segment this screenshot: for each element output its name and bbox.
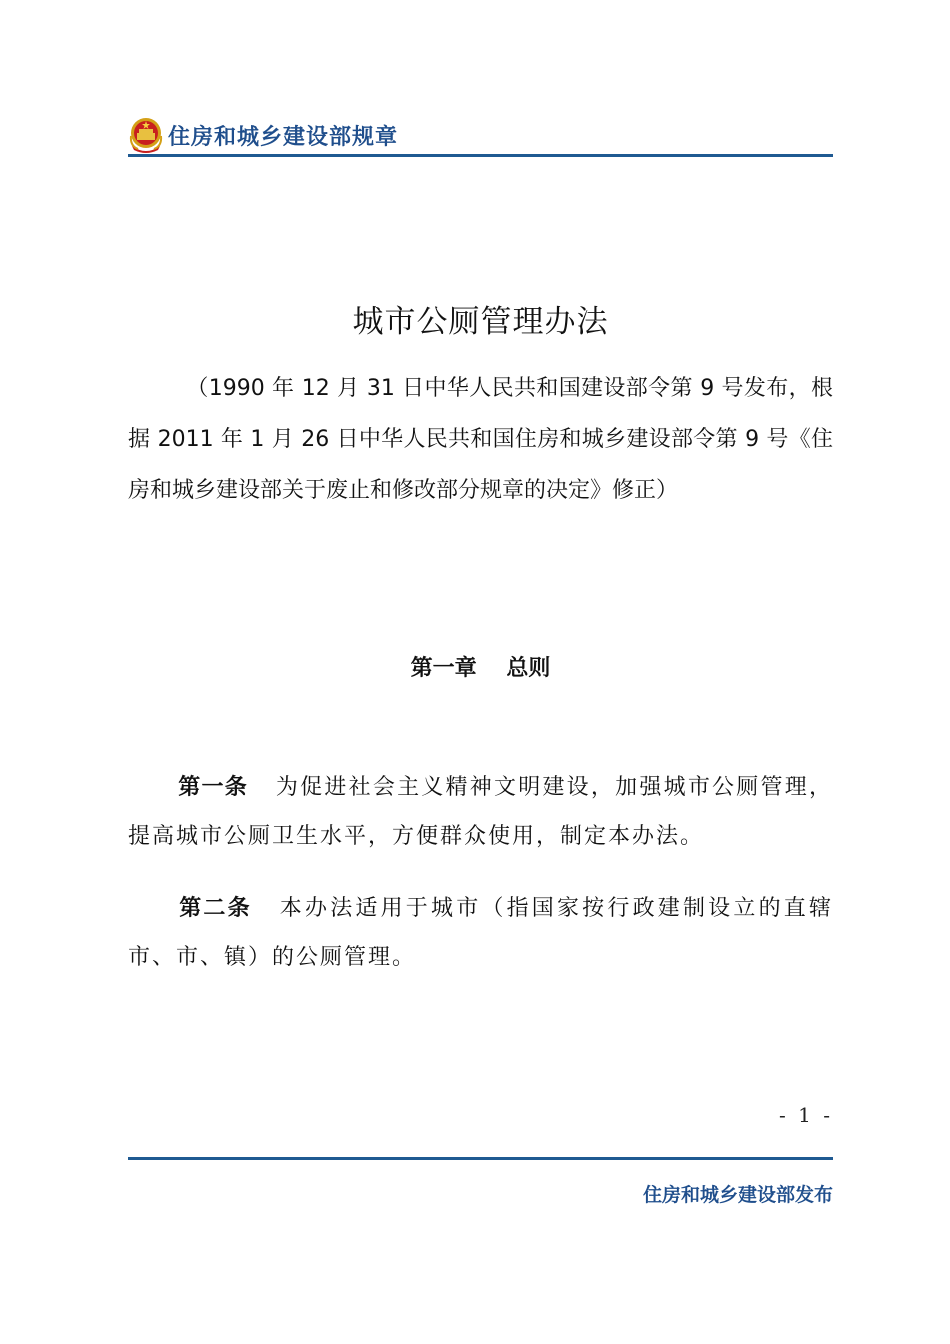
subtitle-text: （1990 年 12 月 31 日中华人民共和国建设部令第 9 号发布，根据 2011 年 1 月 26 日中华人民共和国住房和城乡建设部令第 9 号《住房和城乡建设部关于废止和修改部分规章的决定》修正） xyxy=(128,376,833,503)
article-label: 第一条 xyxy=(178,775,248,800)
header-title: 住房和城乡建设部规章 xyxy=(168,124,399,150)
article-1 xyxy=(128,763,833,861)
document-title: 城市公厕管理办法 xyxy=(352,304,609,340)
page-header xyxy=(128,114,833,156)
national-emblem-icon xyxy=(128,116,164,154)
footer-divider xyxy=(128,1157,833,1160)
document-subtitle xyxy=(128,363,833,516)
chapter-heading: 第一章 总则 xyxy=(410,656,551,681)
article-label: 第二条 xyxy=(178,896,252,921)
header-divider xyxy=(128,154,833,157)
page-number: - 1 - xyxy=(779,1103,833,1127)
footer-publisher: 住房和城乡建设部发布 xyxy=(642,1184,833,1206)
article-text: 为促进社会主义精神文明建设，加强城市公厕管理，提高城市公厕卫生水平，方便群众使用，制定本办法。 xyxy=(128,775,833,849)
article-text: 本办法适用于城市（指国家按行政建制设立的直辖市、市、镇）的公厕管理。 xyxy=(128,896,833,970)
article-2 xyxy=(128,884,833,982)
